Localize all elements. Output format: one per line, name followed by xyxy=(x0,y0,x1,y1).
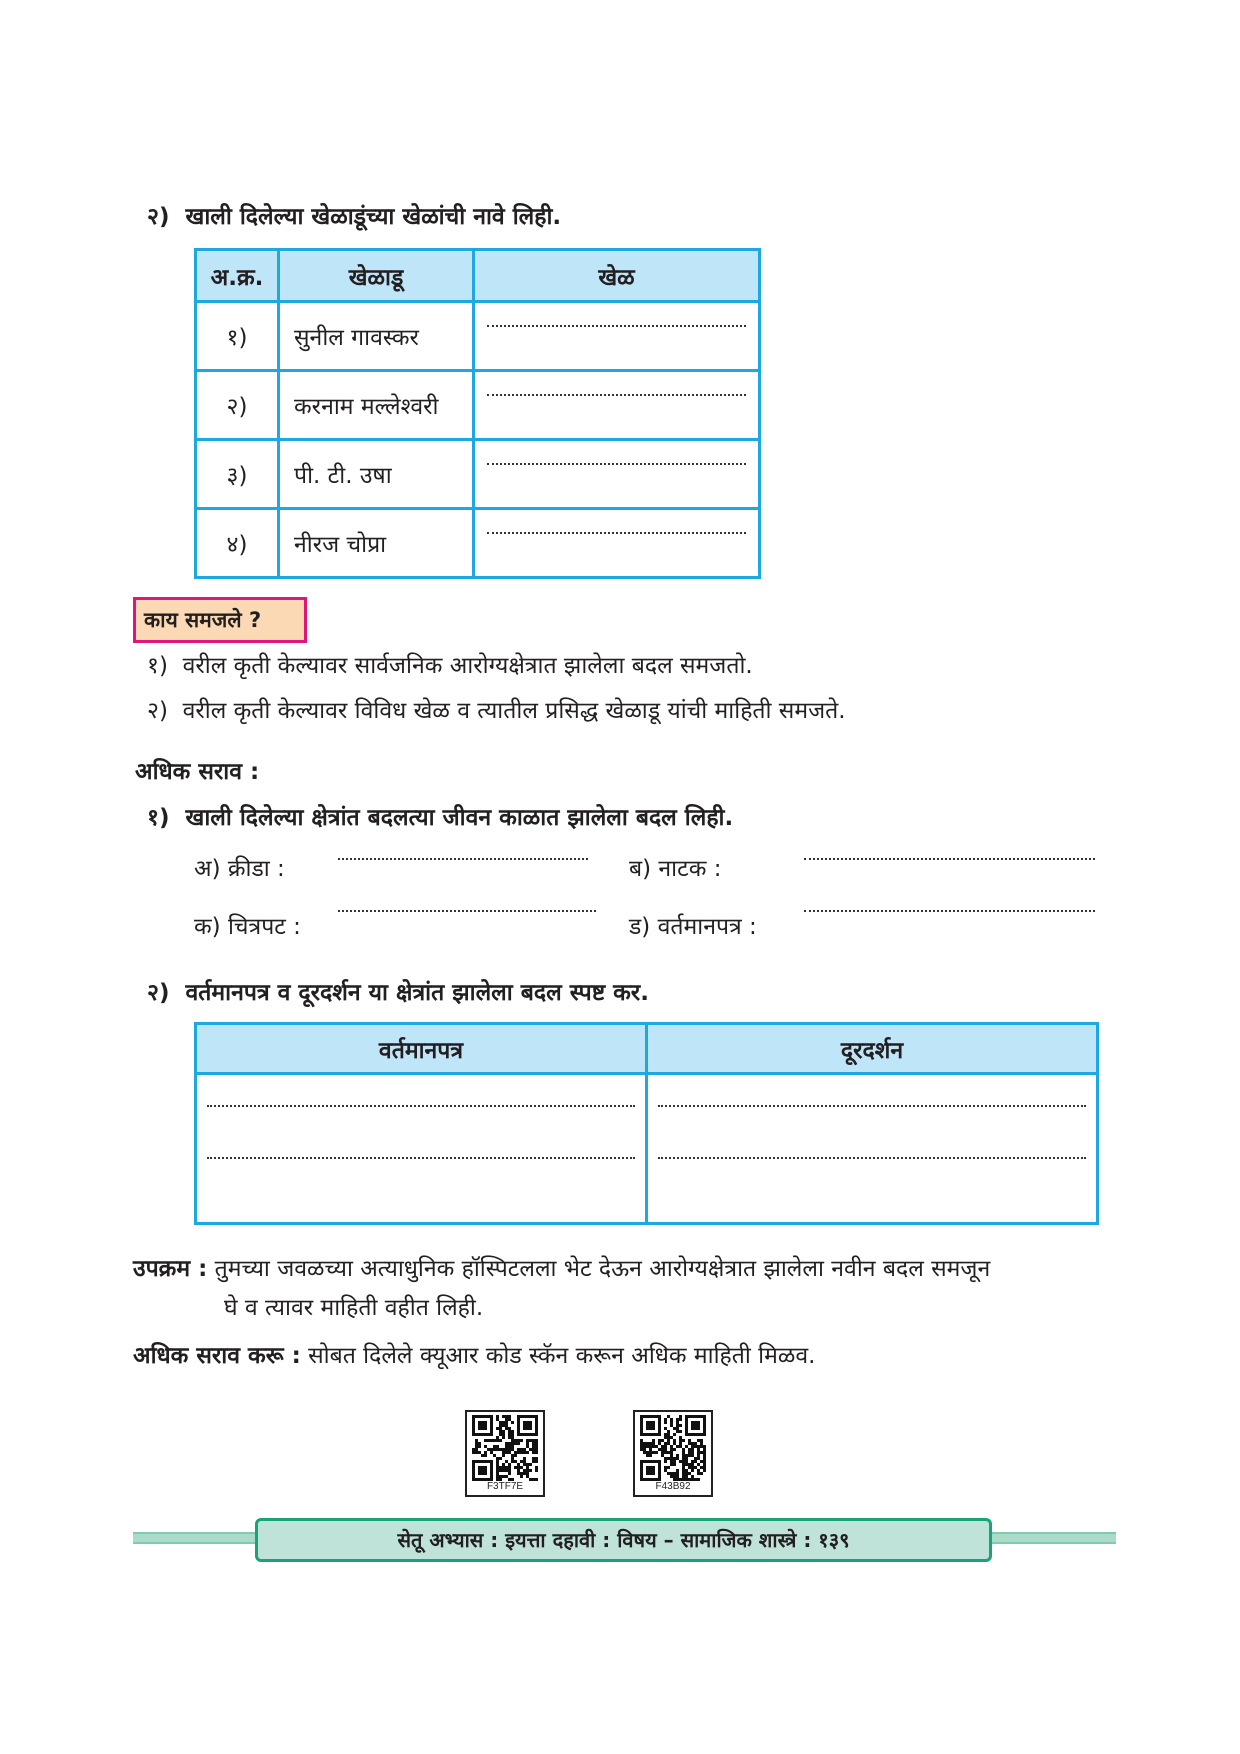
header-newspaper: वर्तमानपत्र xyxy=(196,1024,647,1074)
field-label-drama: ब) नाटक : xyxy=(629,856,722,882)
qr-code-1[interactable] xyxy=(465,1410,545,1497)
table-row xyxy=(196,302,760,371)
player-name: पी. टी. उषा xyxy=(279,440,474,509)
note-label: अधिक सराव करू : xyxy=(133,1343,301,1369)
header-television: दूरदर्शन xyxy=(647,1024,1098,1074)
row-number: ४) xyxy=(196,509,279,578)
practice-question-1 xyxy=(147,803,733,833)
comparison-table xyxy=(194,1022,1099,1225)
sport-answer-field[interactable] xyxy=(474,371,760,440)
row-number: २) xyxy=(196,371,279,440)
qr-code-icon xyxy=(472,1415,538,1481)
television-answer-cell[interactable] xyxy=(647,1074,1098,1224)
drama-answer-field[interactable] xyxy=(804,858,1095,860)
field-label-newspaper: ड) वर्तमानपत्र : xyxy=(629,914,757,940)
question-number: २) xyxy=(147,204,170,230)
sports-answer-field[interactable] xyxy=(338,858,588,860)
activity-line-2: घे व त्यावर माहिती वहीत लिही. xyxy=(224,1295,484,1321)
sport-answer-field[interactable] xyxy=(474,509,760,578)
player-name: सुनील गावस्कर xyxy=(279,302,474,371)
qr-code-label: F3TF7E xyxy=(486,1481,524,1492)
row-number: १) xyxy=(196,302,279,371)
newspaper-answer-field[interactable] xyxy=(804,910,1095,912)
question-2-heading xyxy=(147,202,561,232)
sport-answer-field[interactable] xyxy=(474,302,760,371)
row-number: ३) xyxy=(196,440,279,509)
players-table xyxy=(194,248,761,579)
activity-label: उपक्रम : xyxy=(133,1256,208,1282)
table-row xyxy=(196,440,760,509)
item-text: वरील कृती केल्यावर सार्वजनिक आरोग्यक्षेत्रात झालेला बदल समजतो. xyxy=(182,653,753,679)
film-answer-field[interactable] xyxy=(338,910,596,912)
qr-code-label: F43B92 xyxy=(655,1481,691,1492)
item-text: वरील कृती केल्यावर विविध खेळ व त्यातील प्रसिद्ध खेळाडू यांची माहिती समजते. xyxy=(182,698,846,724)
activity-text: तुमच्या जवळच्या अत्याधुनिक हॉस्पिटलला भेट देऊन आरोग्यक्षेत्रात झालेला नवीन बदल समजून xyxy=(214,1256,991,1282)
question-text: खाली दिलेल्या खेळाडूंच्या खेळांची नावे लिही. xyxy=(185,204,562,230)
qr-code-icon xyxy=(640,1415,706,1481)
activity-line-1 xyxy=(133,1254,990,1284)
player-name: नीरज चोप्रा xyxy=(279,509,474,578)
note-text: सोबत दिलेले क्यूआर कोड स्कॅन करून अधिक माहिती मिळव. xyxy=(308,1343,816,1369)
header-sport: खेळ xyxy=(474,250,760,302)
field-label-sports: अ) क्रीडा : xyxy=(194,856,285,882)
header-player: खेळाडू xyxy=(279,250,474,302)
practice-question-2 xyxy=(147,978,649,1008)
question-number: १) xyxy=(147,805,170,831)
footer-banner: सेतू अभ्यास : इयत्ता दहावी : विषय – सामाजिक शास्त्रे : १३९ xyxy=(255,1518,992,1562)
what-understood-box: काय समजले ? xyxy=(133,597,307,643)
sport-answer-field[interactable] xyxy=(474,440,760,509)
header-serial: अ.क्र. xyxy=(196,250,279,302)
table-row xyxy=(196,371,760,440)
question-text: वर्तमानपत्र व दूरदर्शन या क्षेत्रांत झालेला बदल स्पष्ट कर. xyxy=(185,980,649,1006)
qr-code-2[interactable] xyxy=(633,1410,713,1497)
player-name: करनाम मल्लेश्वरी xyxy=(279,371,474,440)
table-row xyxy=(196,509,760,578)
more-practice-heading: अधिक सराव : xyxy=(135,759,260,785)
newspaper-answer-cell[interactable] xyxy=(196,1074,647,1224)
field-label-film: क) चित्रपट : xyxy=(194,914,301,940)
question-text: खाली दिलेल्या क्षेत्रांत बदलत्या जीवन काळात झालेला बदल लिही. xyxy=(185,805,734,831)
item-number: १) xyxy=(147,653,168,679)
item-number: २) xyxy=(147,698,168,724)
understood-item xyxy=(147,696,846,726)
question-number: २) xyxy=(147,980,170,1006)
understood-item xyxy=(147,651,753,681)
more-practice-note xyxy=(133,1341,815,1371)
